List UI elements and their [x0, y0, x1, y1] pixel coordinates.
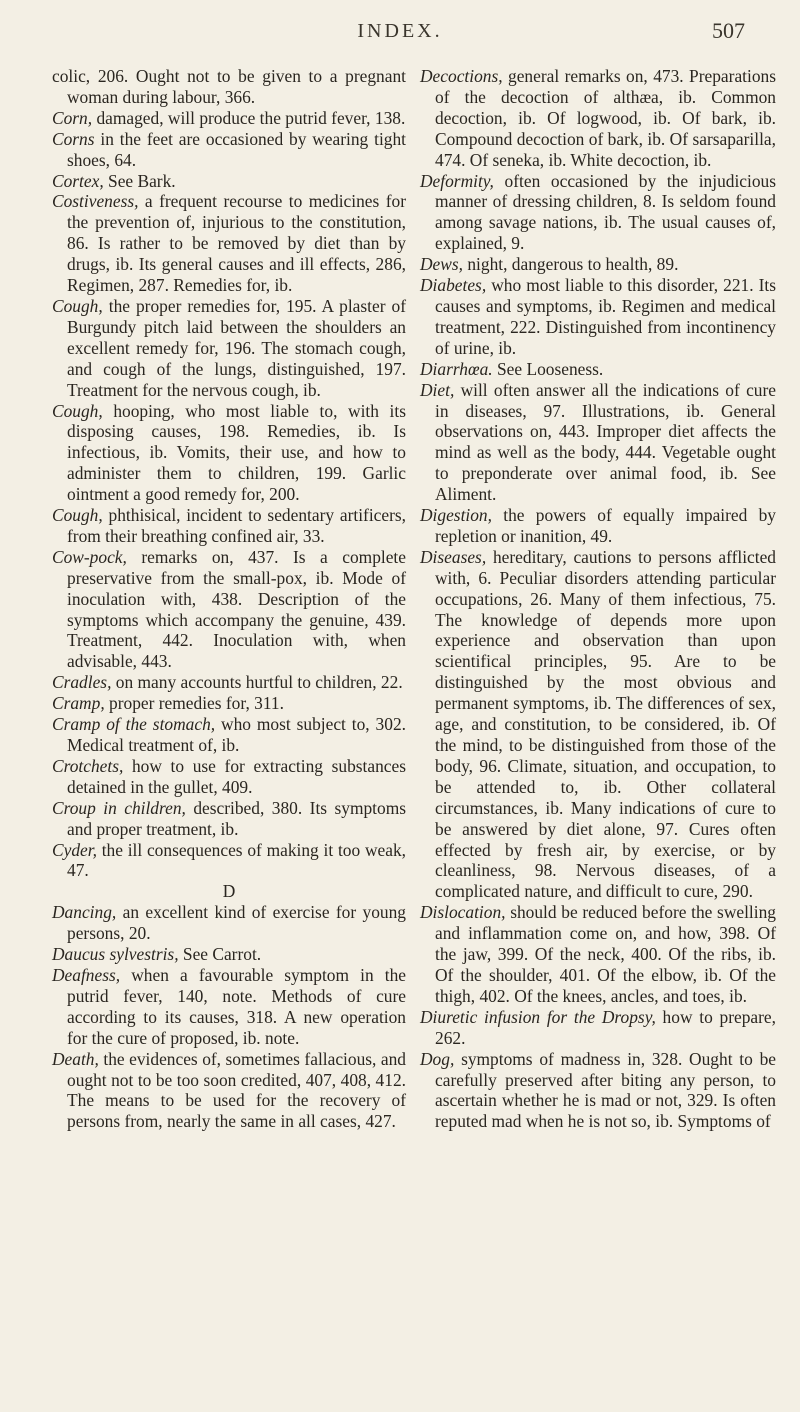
- entry-headword: Cough,: [52, 295, 103, 316]
- index-entry: [420, 1049, 776, 1133]
- entry-headword: Death,: [52, 1048, 99, 1069]
- entry-headword: Daucus sylvestris,: [52, 944, 179, 965]
- entry-text: the evidences of, sometimes fallacious, and ought not to be too soon credited, 407, 408, 412. The means to be used for the recovery of persons from, nearly the same in all cases, 427.: [67, 1048, 406, 1132]
- right-column: [420, 66, 776, 1132]
- entry-headword: Cyder,: [52, 839, 97, 860]
- entry-text: damaged, will produce the putrid fever, 138.: [92, 107, 406, 128]
- entry-headword: Cramp of the stomach,: [52, 714, 216, 735]
- entry-text: night, dangerous to health, 89.: [463, 254, 679, 275]
- entry-headword: Dislocation,: [420, 902, 506, 923]
- entry-text: the proper remedies for, 195. A plaster of Burgundy pitch laid between the shoulders an excellent remedy for, 196. The stomach cough, and cough of the lungs, distinguished, 197. Treatment for the nervous cough, ib.: [67, 295, 406, 400]
- entry-text: how to use for extracting substances detained in the gullet, 409.: [67, 755, 406, 797]
- entry-headword: Dog,: [420, 1048, 455, 1069]
- entry-text: a frequent recourse to medicines for the prevention of, injurious to the constitution, 86. Is rather to be removed by diet than by drugs, ib. Its general causes and ill effects, 286, Regimen, 287. Remedies for, ib.: [67, 191, 406, 296]
- entry-text: on many accounts hurtful to children, 22.: [111, 672, 403, 693]
- index-entry: [420, 359, 776, 380]
- index-entry: [420, 902, 776, 1007]
- index-entry: [52, 965, 406, 1049]
- entry-headword: Crotchets,: [52, 755, 124, 776]
- entry-text: remarks on, 437. Is a complete preservative from the small-pox, ib. Mode of inoculation with, 438. Description of the symptoms which accompany the genuine, 439. Treatment, 442. Inoculation with, when advisable, 443.: [67, 546, 406, 672]
- entry-headword: Diarrhœa.: [420, 358, 493, 379]
- index-entry: [52, 547, 406, 672]
- entry-text: general remarks on, 473. Preparations of the decoction of althæa, ib. Common decoction, ib. Of logwood, ib. Of bark, ib. Compound decoction of bark, ib. Of sarsaparilla, 474. Of seneka, ib. White decoction, ib.: [435, 66, 776, 170]
- index-entry: [420, 1007, 776, 1049]
- index-entry: [420, 275, 776, 359]
- entry-text: an excellent kind of exercise for young persons, 20.: [67, 902, 406, 944]
- entry-headword: Deafness,: [52, 964, 121, 985]
- index-entry: [52, 129, 406, 171]
- entry-text: symptoms of madness in, 328. Ought to be carefully preserved after biting any person, to ascertain whether he is mad or not, 329. Is often reputed mad when he is not so, ib. Symptoms of: [435, 1048, 776, 1132]
- index-entry: [52, 672, 406, 693]
- index-entry: [52, 756, 406, 798]
- entry-text: See Looseness.: [492, 358, 604, 379]
- index-entry: [420, 380, 776, 505]
- entry-text: when a favourable symptom in the putrid fever, 140, note. Methods of cure according to its causes, 318. A new operation for the cure of proposed, ib. note.: [67, 964, 406, 1048]
- entry-headword: Cough,: [52, 505, 103, 526]
- entry-text: hooping, who most liable to, with its disposing causes, 198. Remedies, ib. Is infectious, ib. Vomits, their use, and how to administer them to children, 199. Garlic ointment a good remedy for, 200.: [67, 400, 406, 505]
- entry-headword: Cough,: [52, 400, 103, 421]
- entry-headword: Decoctions,: [420, 66, 503, 86]
- index-entry: [52, 840, 406, 882]
- entry-text: hereditary, cautions to persons afflicted with, 6. Peculiar disorders attending particular occupations, 26. Many of them infectious, 75. The knowledge of depends more upon experience and observation than upon scientifical principles, 95. Are to be distinguished by the most obvious and permanent symptoms, ib. The differences of sex, age, and constitution, to be considered, ib. Of the mind, to be distinguished from those of the body, 96. Climate, situation, and occupation, to be attended to, ib. Other collateral circumstances, ib. Many indications of cure to be answered by diet alone, 97. Cures often effected by fresh air, by exercise, or by cleanliness, 98. Nervous diseases, of a complicated nature, and difficult to cure, 290.: [435, 546, 776, 902]
- entry-text: in the feet are occasioned by wearing tight shoes, 64.: [67, 128, 406, 170]
- entry-text: will often answer all the indications of cure in diseases, 97. Illustrations, ib. General observations on, 443. Improper diet affects the mind as well as the body, 444. Vegetable ought to preponderate over animal food, ib. See Aliment.: [435, 379, 776, 505]
- index-entry: [52, 108, 406, 129]
- entry-text: proper remedies for, 311.: [104, 693, 284, 714]
- entry-text: colic, 206. Ought not to be given to a pregnant woman during labour, 366.: [52, 66, 406, 107]
- entry-headword: Dews,: [420, 254, 463, 275]
- entry-text: how to prepare, 262.: [435, 1006, 776, 1048]
- page-number: 507: [712, 18, 745, 43]
- entry-headword: Diseases,: [420, 546, 487, 567]
- entry-headword: Deformity,: [420, 170, 494, 191]
- entry-headword: Croup in children,: [52, 797, 186, 818]
- entry-text: the ill consequences of making it too weak, 47.: [67, 839, 406, 881]
- entry-text: who most liable to this disorder, 221. Its causes and symptoms, ib. Regimen and medical treatment, 222. Distinguished from incontinency of urine, ib.: [435, 275, 776, 358]
- entry-text: phthisical, incident to sedentary artificers, from their breathing confined air, 33.: [67, 505, 406, 546]
- index-entry: [420, 171, 776, 255]
- entry-headword: Diuretic infusion for the Dropsy,: [420, 1006, 656, 1027]
- left-column: [52, 66, 406, 1132]
- entry-text: the powers of equally impaired by repletion or inanition, 49.: [435, 505, 776, 546]
- index-entry: [52, 171, 406, 192]
- entry-headword: Digestion,: [420, 505, 492, 526]
- entry-text: See Bark.: [103, 170, 176, 191]
- entry-headword: Cramp,: [52, 693, 105, 714]
- index-entry: [52, 191, 406, 296]
- page-header: [0, 12, 800, 52]
- index-entry: [420, 547, 776, 902]
- entry-headword: Corn,: [52, 107, 93, 128]
- section-letter: D: [222, 881, 236, 902]
- entry-headword: Corns: [52, 128, 95, 149]
- entry-text: See Carrot.: [178, 944, 262, 965]
- entry-headword: Cow-pock,: [52, 546, 127, 567]
- index-entry: [52, 1049, 406, 1133]
- entry-headword: Diet,: [420, 379, 455, 400]
- entry-text: described, 380. Its symptoms and proper treatment, ib.: [67, 797, 406, 839]
- entry-headword: Cortex,: [52, 170, 104, 191]
- index-entry: [420, 66, 776, 171]
- running-title: INDEX.: [357, 20, 443, 42]
- index-entry: [52, 902, 406, 944]
- index-entry: [52, 296, 406, 401]
- entry-headword: Diabetes,: [420, 275, 487, 296]
- entry-text: often occasioned by the injudicious manner of dressing children, 8. Is seldom found among savage nations, ib. The usual causes of, explained, 9.: [435, 170, 776, 254]
- index-entry: [52, 714, 406, 756]
- index-entry: [52, 944, 406, 965]
- index-entry: [52, 798, 406, 840]
- index-entry: [52, 66, 406, 108]
- entry-text: should be reduced before the swelling and inflammation come on, and how, 398. Of the jaw, 399. Of the neck, 400. Of the ribs, ib. Of the shoulder, 401. Of the elbow, ib. Of the thigh, 402. Of the knees, ancles, and toes, ib.: [435, 902, 776, 1006]
- entry-headword: Dancing,: [52, 902, 117, 923]
- index-entry: [420, 505, 776, 547]
- entry-headword: Cradles,: [52, 672, 112, 693]
- index-entry: [52, 505, 406, 547]
- index-entry: [420, 254, 776, 275]
- entry-headword: Costiveness,: [52, 191, 139, 212]
- index-entry: [52, 401, 406, 506]
- index-entry: [52, 693, 406, 714]
- entry-text: who most subject to, 302. Medical treatment of, ib.: [67, 714, 406, 755]
